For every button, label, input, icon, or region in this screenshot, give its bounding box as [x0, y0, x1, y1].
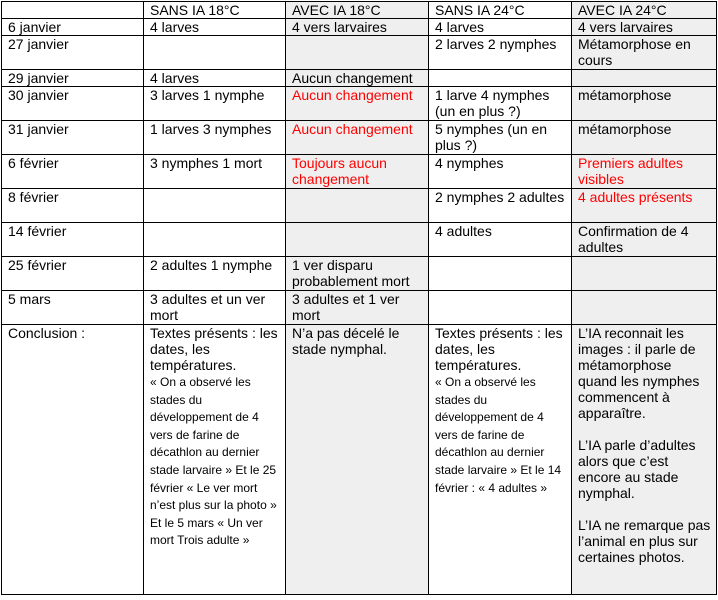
header-date [2, 2, 144, 19]
cell-avec-ia-24: métamorphose [572, 87, 717, 121]
table-row [2, 70, 717, 87]
conclusion-text: N’a pas décelé le stade nymphal. [292, 325, 400, 357]
header-avec-ia-18: AVEC IA 18°C [286, 2, 429, 19]
cell-sans-ia-24: 2 nymphes 2 adultes [429, 189, 572, 223]
row-date: 14 février [2, 223, 144, 257]
cell-sans-ia-24: 1 larve 4 nymphes (un en plus ?) [429, 87, 572, 121]
table-row [2, 155, 717, 189]
cell-sans-ia-24: 4 nymphes [429, 155, 572, 189]
cell-sans-ia-18: 3 nymphes 1 mort [144, 155, 286, 189]
conclusion-avec-ia-24 [572, 325, 717, 595]
conclusion-text: Textes présents : les dates, les températures. [435, 325, 563, 373]
conclusion-quotes: « On a observé les stades du développement de 4 vers de farine de décathlon au dernier stade larvaire » Et le 14 février : « 4 adultes » [435, 375, 562, 495]
cell-sans-ia-24 [429, 257, 572, 291]
row-date: 8 février [2, 189, 144, 223]
cell-sans-ia-18: 2 adultes 1 nymphe [144, 257, 286, 291]
row-date: 5 mars [2, 291, 144, 325]
table-row [2, 257, 717, 291]
conclusion-sans-ia-18 [144, 325, 286, 595]
header-row [2, 2, 717, 19]
conclusion-label: Conclusion : [2, 325, 144, 595]
cell-avec-ia-18: 3 adultes et 1 ver mort [286, 291, 429, 325]
cell-sans-ia-18: 3 larves 1 nymphe [144, 87, 286, 121]
conclusion-paragraph: L’IA ne remarque pas l’animal en plus sur certaines photos. [578, 517, 711, 565]
cell-sans-ia-24: 4 adultes [429, 223, 572, 257]
cell-avec-ia-18 [286, 36, 429, 70]
cell-avec-ia-24: Premiers adultes visibles [572, 155, 717, 189]
cell-avec-ia-18: Toujours aucun changement [286, 155, 429, 189]
cell-avec-ia-18: Aucun changement [286, 87, 429, 121]
cell-sans-ia-24: 5 nymphes (un en plus ?) [429, 121, 572, 155]
cell-avec-ia-24: Confirmation de 4 adultes [572, 223, 717, 257]
cell-avec-ia-24: Métamorphose en cours [572, 36, 717, 70]
cell-avec-ia-18 [286, 223, 429, 257]
row-date: 27 janvier [2, 36, 144, 70]
row-date: 25 février [2, 257, 144, 291]
cell-sans-ia-18 [144, 189, 286, 223]
cell-sans-ia-18 [144, 223, 286, 257]
table-row [2, 87, 717, 121]
cell-avec-ia-24 [572, 257, 717, 291]
cell-avec-ia-24 [572, 70, 717, 87]
cell-sans-ia-18: 3 adultes et un ver mort [144, 291, 286, 325]
observation-table [1, 1, 717, 595]
conclusion-paragraph: L’IA reconnait les images : il parle de métamorphose quand les nymphes commencent à apparaître. [578, 325, 700, 421]
conclusion-text: Textes présents : les dates, les températures. [150, 325, 278, 373]
cell-avec-ia-18: Aucun changement [286, 70, 429, 87]
row-date: 6 janvier [2, 19, 144, 36]
conclusion-paragraph: L’IA parle d’adultes alors que c’est encore au stade nymphal. [578, 437, 696, 501]
cell-avec-ia-24: métamorphose [572, 121, 717, 155]
cell-avec-ia-24: 4 adultes présents [572, 189, 717, 223]
cell-sans-ia-24 [429, 291, 572, 325]
cell-sans-ia-18: 4 larves [144, 70, 286, 87]
table-row [2, 121, 717, 155]
conclusion-quotes: « On a observé les stades du développement de 4 vers de farine de décathlon au dernier stade larvaire » Et le 25 février « Le ver mort n’est plus sur la photo » Et le 5 mars « Un ver mort Trois adulte » [150, 375, 277, 548]
header-sans-ia-18: SANS IA 18°C [144, 2, 286, 19]
cell-sans-ia-18: 1 larves 3 nymphes [144, 121, 286, 155]
row-date: 6 février [2, 155, 144, 189]
cell-avec-ia-18 [286, 189, 429, 223]
table-row [2, 291, 717, 325]
header-sans-ia-24: SANS IA 24°C [429, 2, 572, 19]
cell-avec-ia-18: 1 ver disparu probablement mort [286, 257, 429, 291]
conclusion-row [2, 325, 717, 595]
table-row [2, 189, 717, 223]
cell-sans-ia-18 [144, 36, 286, 70]
header-avec-ia-24: AVEC IA 24°C [572, 2, 717, 19]
cell-sans-ia-24: 2 larves 2 nymphes [429, 36, 572, 70]
cell-avec-ia-18: 4 vers larvaires [286, 19, 429, 36]
conclusion-avec-ia-18 [286, 325, 429, 595]
table-row [2, 19, 717, 36]
row-date: 31 janvier [2, 121, 144, 155]
row-date: 29 janvier [2, 70, 144, 87]
row-date: 30 janvier [2, 87, 144, 121]
table-row [2, 36, 717, 70]
cell-sans-ia-24: 4 larves [429, 19, 572, 36]
cell-avec-ia-24 [572, 291, 717, 325]
table-row [2, 223, 717, 257]
cell-sans-ia-24 [429, 70, 572, 87]
conclusion-sans-ia-24 [429, 325, 572, 595]
cell-avec-ia-24: 4 vers larvaires [572, 19, 717, 36]
cell-sans-ia-18: 4 larves [144, 19, 286, 36]
cell-avec-ia-18: Aucun changement [286, 121, 429, 155]
